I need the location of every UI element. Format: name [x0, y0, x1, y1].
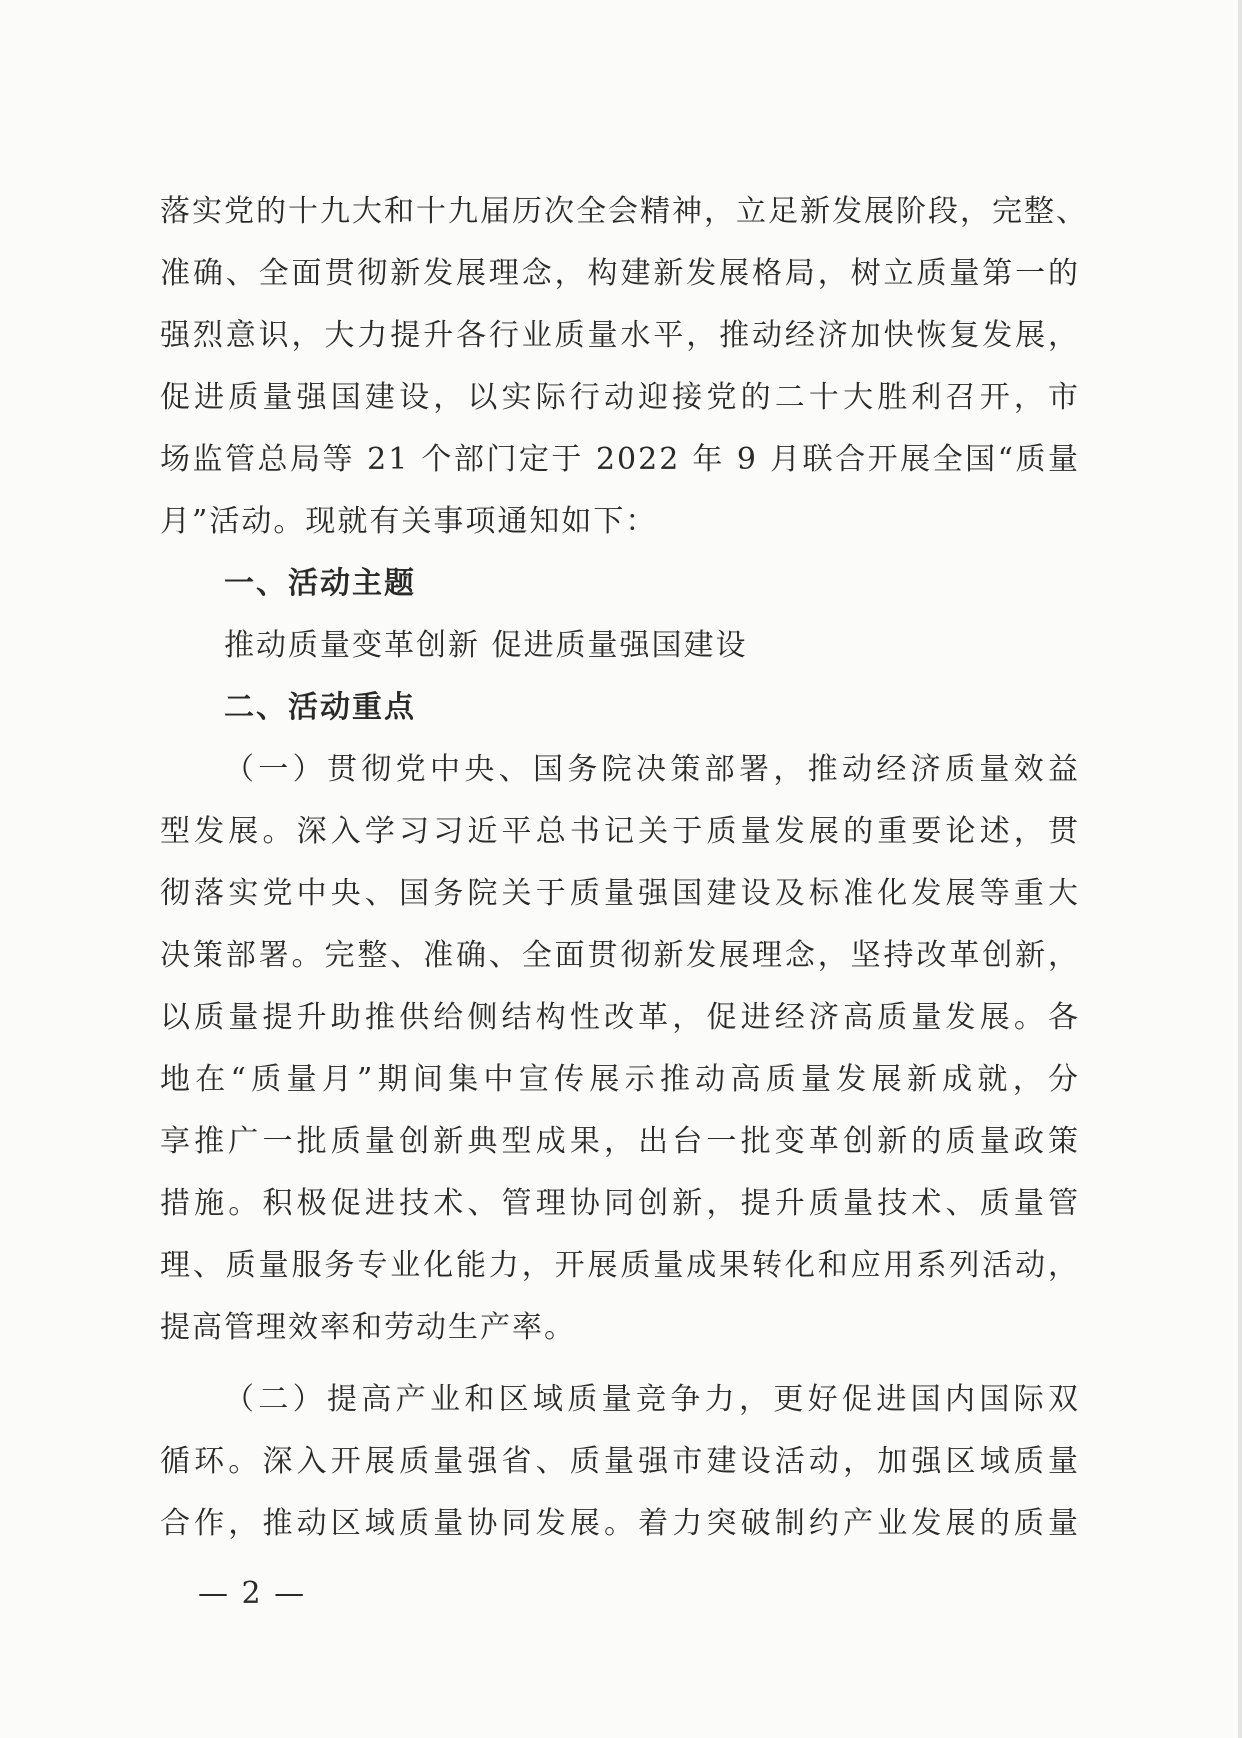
text-line: 准确、全面贯彻新发展理念，构建新发展格局，树立质量第一的 — [160, 256, 1080, 291]
text-line: 场监管总局等 21 个部门定于 2022 年 9 月联合开展全国“质量 — [160, 442, 1080, 477]
text-line: 理、质量服务专业化能力，开展质量成果转化和应用系列活动， — [160, 1248, 1080, 1283]
text-line: 合作，推动区域质量协同发展。着力突破制约产业发展的质量 — [160, 1506, 1080, 1541]
section-heading-theme: 一、活动主题 — [224, 566, 416, 601]
text-line: 促进质量强国建设，以实际行动迎接党的二十大胜利召开，市 — [160, 380, 1080, 415]
text-line: 措施。积极促进技术、管理协同创新，提升质量技术、质量管 — [160, 1186, 1080, 1221]
text-line: 彻落实党中央、国务院关于质量强国建设及标准化发展等重大 — [160, 876, 1080, 911]
text-line: 型发展。深入学习习近平总书记关于质量发展的重要论述，贯 — [160, 814, 1080, 849]
activity-theme: 推动质量变革创新 促进质量强国建设 — [224, 628, 748, 663]
section-heading-focus: 二、活动重点 — [224, 690, 416, 725]
page-number: — 2 — — [198, 1576, 307, 1611]
text-line: 提高管理效率和劳动生产率。 — [160, 1310, 576, 1345]
document-body — [160, 181, 1088, 1555]
text-line: 地在“质量月”期间集中宣传展示推动高质量发展新成就，分 — [160, 1062, 1080, 1097]
text-line: （一）贯彻党中央、国务院决策部署，推动经济质量效益 — [224, 752, 1080, 787]
text-line: 月”活动。现就有关事项通知如下： — [160, 504, 658, 539]
text-line: 享推广一批质量创新典型成果，出台一批变革创新的质量政策 — [160, 1124, 1080, 1159]
page-edge-shadow — [1238, 0, 1242, 1738]
text-line: （二）提高产业和区域质量竞争力，更好促进国内国际双 — [224, 1382, 1080, 1417]
text-line: 落实党的十九大和十九届历次全会精神，立足新发展阶段，完整、 — [160, 194, 1088, 229]
text-line: 以质量提升助推供给侧结构性改革，促进经济高质量发展。各 — [160, 1000, 1080, 1035]
text-line: 强烈意识，大力提升各行业质量水平，推动经济加快恢复发展， — [160, 318, 1080, 353]
text-line: 循环。深入开展质量强省、质量强市建设活动，加强区域质量 — [160, 1444, 1080, 1479]
text-line: 决策部署。完整、准确、全面贯彻新发展理念，坚持改革创新， — [160, 938, 1080, 973]
